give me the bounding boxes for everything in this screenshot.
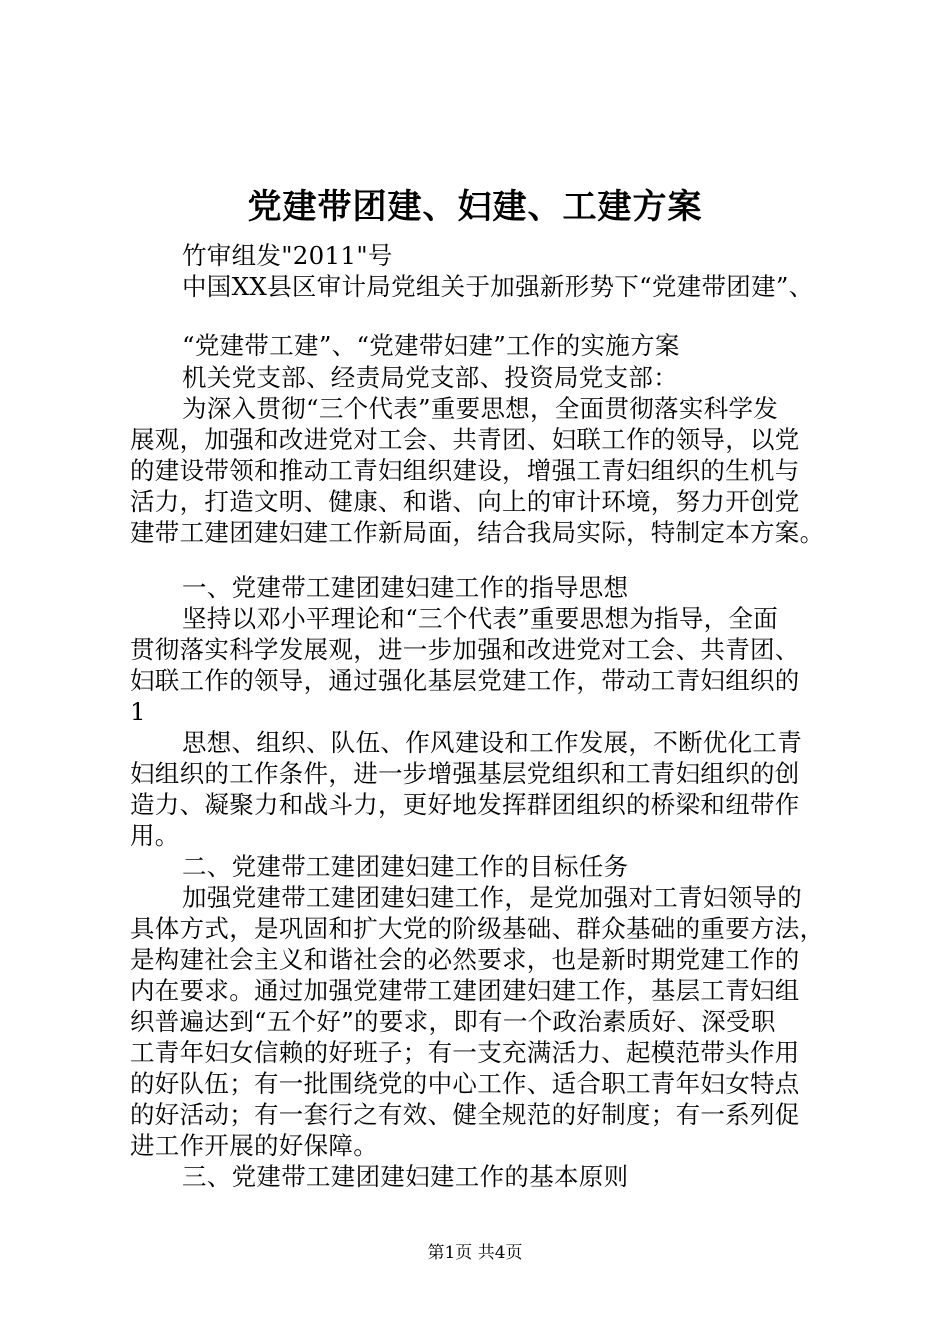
- text-line: 造力、凝聚力和战斗力，更好地发挥群团组织的桥梁和纽带作: [130, 790, 800, 819]
- text-line: 进工作开展的好保障。: [130, 1131, 378, 1160]
- text-line: 机关党支部、经责局党支部、投资局党支部：: [182, 363, 678, 392]
- text-line: 贯彻落实科学发展观，进一步加强和改进党对工会、共青团、: [130, 635, 800, 664]
- text-line: 坚持以邓小平理论和“三个代表”重要思想为指导，全面: [182, 604, 779, 633]
- text-line: 思想、组织、队伍、作风建设和工作发展，不断优化工青: [182, 728, 802, 757]
- doc-number: 竹审组发"2011"号: [182, 241, 393, 270]
- text-line: 用。: [130, 821, 180, 850]
- text-line: 内在要求。通过加强党建带工建团建妇建工作，基层工青妇组: [130, 976, 800, 1005]
- text-line: 妇联工作的领导，通过强化基层党建工作，带动工青妇组织的: [130, 666, 800, 695]
- text-line: 的好队伍；有一批围绕党的中心工作、适合职工青年妇女特点: [130, 1069, 800, 1098]
- text-line: 是构建社会主义和谐社会的必然要求，也是新时期党建工作的: [130, 945, 800, 974]
- text-line: 中国XX县区审计局党组关于加强新形势下“党建带团建”、: [182, 272, 814, 301]
- section-heading: 一、党建带工建团建妇建工作的指导思想: [182, 573, 629, 602]
- document-title: 党建带团建、妇建、工建方案: [247, 187, 703, 227]
- text-line: 展观，加强和改进党对工会、共青团、妇联工作的领导，以党: [130, 425, 800, 454]
- text-line: 工青年妇女信赖的好班子；有一支充满活力、起模范带头作用: [130, 1038, 800, 1067]
- page-marker: 1: [130, 697, 146, 726]
- text-line: “党建带工建”、“党建带妇建”工作的实施方案: [182, 331, 680, 360]
- text-line: 建带工建团建妇建工作新局面，结合我局实际，特制定本方案。: [130, 518, 825, 547]
- section-heading: 二、党建带工建团建妇建工作的目标任务: [182, 852, 629, 881]
- text-line: 妇组织的工作条件，进一步增强基层党组织和工青妇组织的创: [130, 759, 800, 788]
- text-line: 加强党建带工建团建妇建工作，是党加强对工青妇领导的: [182, 883, 802, 912]
- text-line: 的好活动；有一套行之有效、健全规范的好制度；有一系列促: [130, 1100, 800, 1129]
- text-line: 具体方式，是巩固和扩大党的阶级基础、群众基础的重要方法，: [130, 914, 825, 943]
- text-line: 活力，打造文明、健康、和谐、向上的审计环境，努力开创党: [130, 487, 800, 516]
- text-line: 织普遍达到“五个好”的要求，即有一个政治素质好、深受职: [130, 1007, 776, 1036]
- section-heading: 三、党建带工建团建妇建工作的基本原则: [182, 1162, 629, 1191]
- text-line: 的建设带领和推动工青妇组织建设，增强工青妇组织的生机与: [130, 456, 800, 485]
- text-line: 为深入贯彻“三个代表”重要思想，全面贯彻落实科学发: [182, 394, 779, 423]
- page-footer: 第1页 共4页: [427, 1243, 523, 1263]
